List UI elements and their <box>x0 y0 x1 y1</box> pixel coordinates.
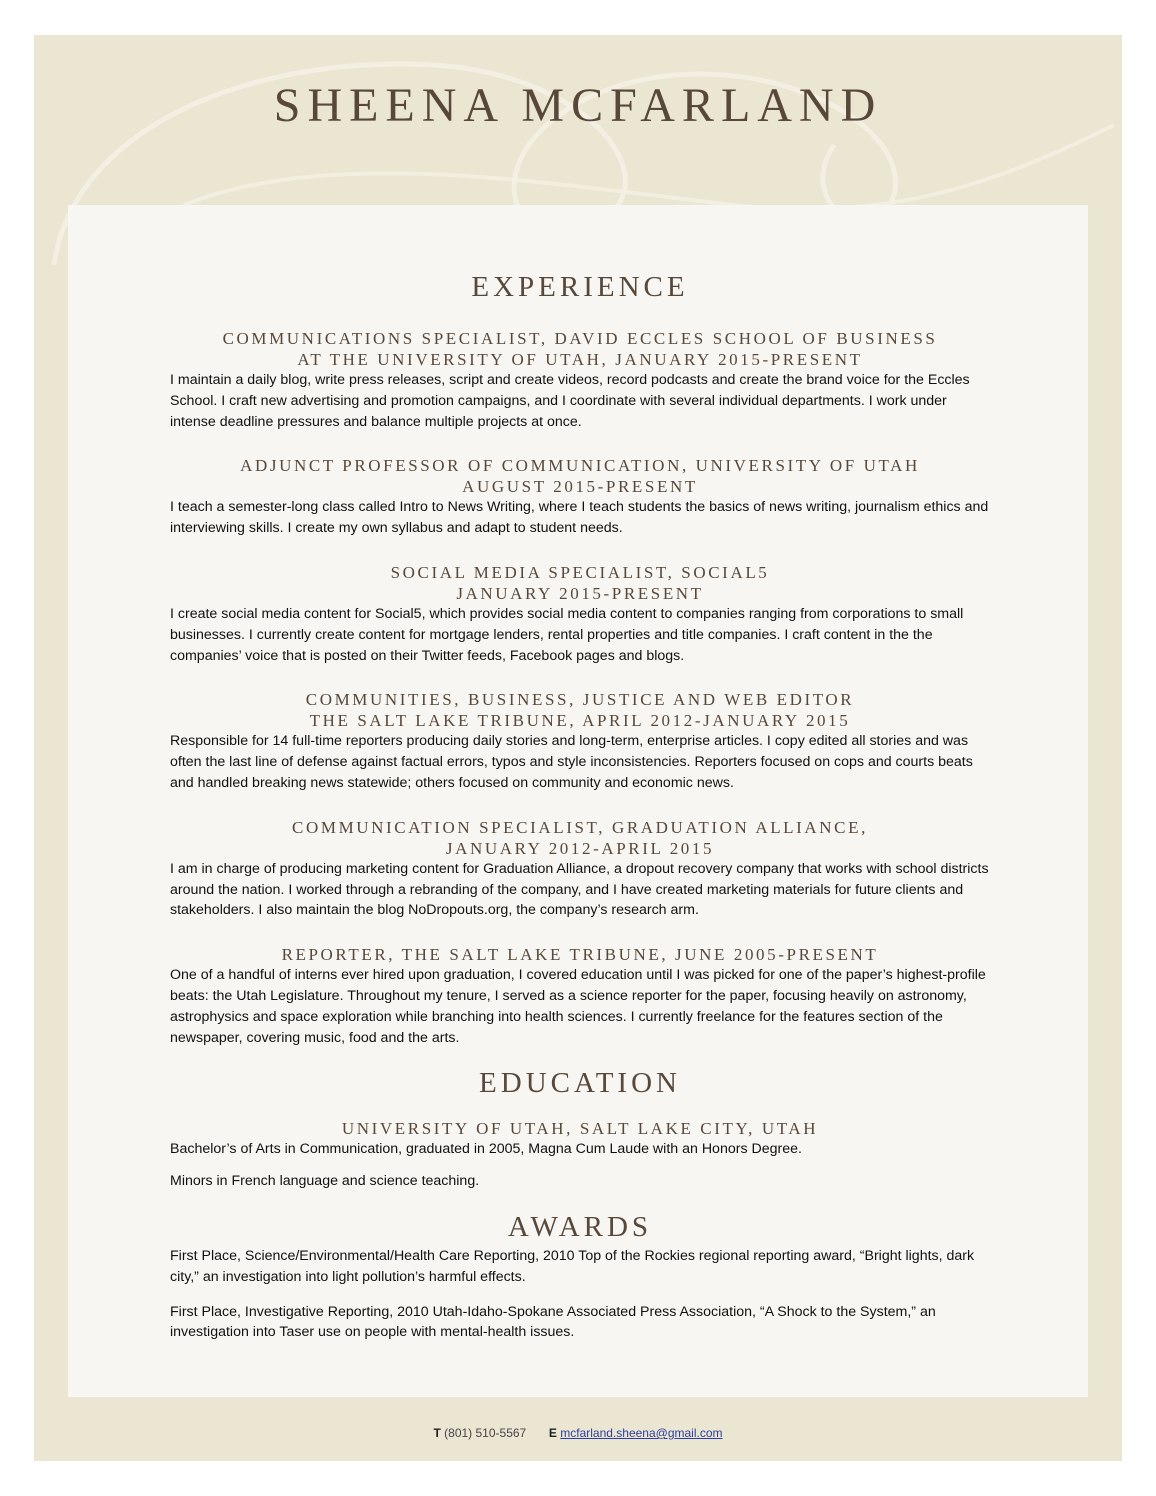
award-item: First Place, Investigative Reporting, 2010 Utah-Idaho-Spokane Associated Press Association, “A Shock to the System,” an investigation into Taser use on people with mental-health issues. <box>170 1303 936 1341</box>
job-title-line2: JANUARY 2012-APRIL 2015 <box>445 838 715 858</box>
job-description: I teach a semester-long class called Intro to News Writing, where I teach students the basics of news writing, journalism ethics and interviewing skills. I create my own syllabus and adapt to student needs. <box>170 499 989 537</box>
job-title: COMMUNITIES, BUSINESS, JUSTICE AND WEB EDITOR <box>305 690 855 710</box>
job-description: I maintain a daily blog, write press releases, script and create videos, record podcasts and create the brand voice for the Eccles School. I craft new advertising and promotion campaigns, and I coordinate with several individual departments. I work under intense deadline pressures and balance multiple projects at once. <box>170 372 970 430</box>
degree-text: Bachelor’s of Arts in Communication, graduated in 2005, Magna Cum Laude with an Honors Degree. <box>170 1141 802 1158</box>
job-description: I am in charge of producing marketing content for Graduation Alliance, a dropout recovery company that works with school districts around the nation. I worked through a rebranding of the company, and I have created marketing materials for future clients and stakeholders. I also maintain the blog NoDropouts.org, the company’s research arm. <box>170 860 989 919</box>
job-description: I create social media content for Social5, which provides social media content to companies ranging from corporations to small businesses. I currently create content for mortgage lenders, rental properties and title companies. I craft content in the the companies’ voice that is posted on their Twitter feeds, Facebook pages and blogs. <box>170 605 964 664</box>
job-title: REPORTER, THE SALT LAKE TRIBUNE, JUNE 2005-PRESENT <box>281 945 879 965</box>
job-title: ADJUNCT PROFESSOR OF COMMUNICATION, UNIVERSITY OF UTAH <box>240 456 920 476</box>
job-title: COMMUNICATIONS SPECIALIST, DAVID ECCLES SCHOOL OF BUSINESS <box>222 329 938 348</box>
job-description: One of a handful of interns ever hired upon graduation, I covered education until I was picked for one of the paper’s highest-profile beats: the Utah Legislature. Throughout my tenure, I served as a science reporter for the paper, focusing heavily on astronomy, astrophysics and space exploration while branching into health sciences. I currently freelance for the features section of the newspaper, covering music, food and the arts. <box>170 967 986 1046</box>
job-title-line2: AUGUST 2015-PRESENT <box>462 477 698 497</box>
job-title-line2: JANUARY 2015-PRESENT <box>456 583 704 603</box>
education-heading: EDUCATION <box>479 1067 681 1100</box>
awards-heading: AWARDS <box>507 1210 653 1243</box>
job-title: COMMUNICATION SPECIALIST, GRADUATION ALLIANCE, <box>292 817 868 837</box>
job-title: SOCIAL MEDIA SPECIALIST, SOCIAL5 <box>390 562 770 582</box>
job-title-line2: AT THE UNIVERSITY OF UTAH, JANUARY 2015-PRESENT <box>297 350 863 369</box>
contact-footer <box>0 1426 1156 1440</box>
job-entry <box>170 944 990 1048</box>
email-label: E <box>548 1426 557 1440</box>
job-entry <box>170 328 990 432</box>
job-entry <box>170 817 990 921</box>
phone-label: T <box>433 1426 441 1440</box>
job-entry <box>170 455 990 539</box>
candidate-name: SHEENA MCFARLAND <box>273 79 883 132</box>
job-description: Responsible for 14 full-time reporters producing daily stories and long-term, enterprise articles. I copy edited all stories and was often the last line of defense against factual errors, typos and style inconsistencies. Reporters focused on cops and courts beats and handled breaking news statewide; others focused on community and economic news. <box>170 733 973 791</box>
minors-text: Minors in French language and science teaching. <box>170 1173 480 1190</box>
school-name: UNIVERSITY OF UTAH, SALT LAKE CITY, UTAH <box>341 1119 819 1139</box>
job-entry <box>170 562 990 666</box>
phone-number: (801) 510-5567 <box>444 1426 527 1440</box>
job-title-line2: THE SALT LAKE TRIBUNE, APRIL 2012-JANUARY 2015 <box>309 711 851 731</box>
resume-content <box>170 268 990 1343</box>
job-entry <box>170 689 990 793</box>
email-link[interactable]: mcfarland.sheena@gmail.com <box>560 1426 723 1440</box>
experience-heading: EXPERIENCE <box>471 271 689 303</box>
award-item: First Place, Science/Environmental/Health Care Reporting, 2010 Top of the Rockies regional reporting award, “Bright lights, dark city,” an investigation into light pollution’s harmful effects. <box>170 1247 975 1285</box>
